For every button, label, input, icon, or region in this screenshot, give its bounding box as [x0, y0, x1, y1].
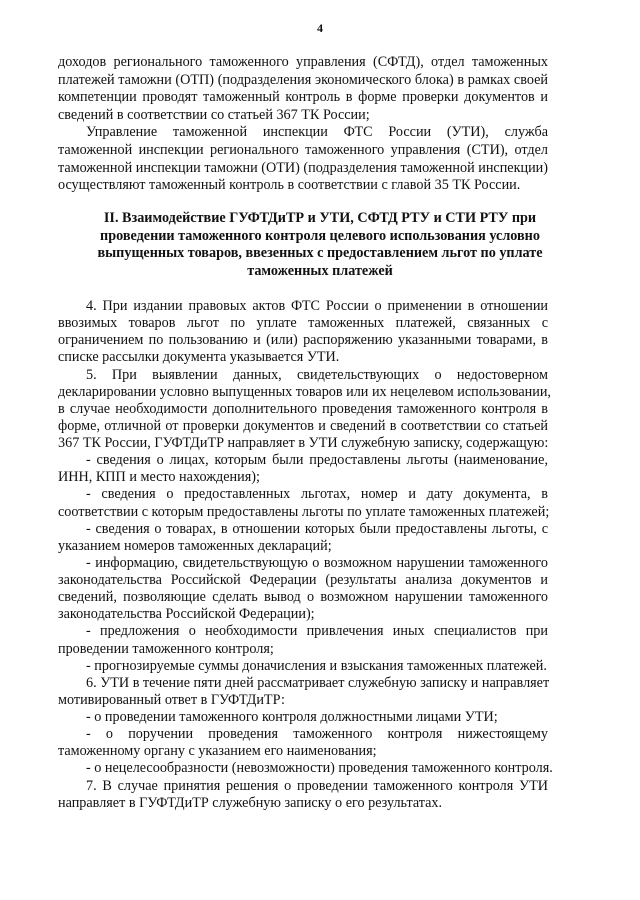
intro-paragraphs — [58, 54, 548, 195]
text-line: сведений, позволяющие сделать вывод о возможном нарушении таможенного — [58, 589, 548, 606]
text-line: проведении таможенного контроля; — [58, 640, 274, 657]
text-line: ИНН, КПП и место нахождения); — [58, 469, 260, 486]
section-body — [58, 298, 553, 812]
text-line: осуществляют таможенный контроль в соответствии с главой 35 ТК России. — [58, 177, 521, 194]
text-line: сведений в соответствии со статьей 367 ТК России; — [58, 106, 370, 123]
text-line: форме, отличной от проверки документов и сведений в соответствии со статьей — [58, 417, 548, 434]
paragraph — [58, 623, 548, 657]
text-line: соответствии с которым предоставлены льготы по уплате таможенных платежей; — [58, 503, 550, 520]
heading-text — [90, 210, 550, 280]
text-line: ограничением по пользованию и (или) распоряжению указанными товарами, в — [58, 332, 548, 349]
text-line: декларировании условно выпущенных товаров или их нецелевом использовании, — [58, 383, 551, 400]
paragraph — [58, 452, 548, 486]
paragraph — [58, 658, 548, 675]
text-line: таможенной инспекции регионального таможенного управления (СТИ), отдел — [58, 141, 548, 158]
paragraph — [58, 366, 551, 453]
text-line: 6. УТИ в течение пяти дней рассматривает служебную записку и направляет — [86, 674, 550, 691]
text-line: списке рассылки документа указывается УТИ. — [58, 349, 340, 366]
text-line: - прогнозируемые суммы доначисления и взыскания таможенных платежей. — [86, 657, 547, 674]
text-line: указанием номеров таможенных деклараций; — [58, 537, 332, 554]
text-line: компетенции проводят таможенный контроль в форме проверки документов и — [58, 89, 548, 106]
paragraph — [58, 709, 548, 726]
paragraph — [58, 124, 548, 194]
paragraph — [58, 298, 548, 367]
text-line: - сведения о предоставленных льготах, номер и дату документа, в — [86, 486, 548, 503]
paragraph — [58, 54, 548, 124]
text-line: - о проведении таможенного контроля должностными лицами УТИ; — [86, 709, 498, 725]
text-line: Управление таможенной инспекции ФТС России (УТИ), служба — [86, 124, 548, 141]
paragraph — [58, 521, 548, 555]
text-line: таможенных платежей — [247, 262, 393, 279]
paragraph — [58, 760, 553, 777]
paragraph — [58, 778, 548, 812]
text-line: законодательства Российской Федерации); — [58, 606, 315, 623]
text-line: платежей таможни (ОТП) (подразделения экономического блока) в рамках своей — [58, 71, 548, 88]
text-line: - сведения о товарах, в отношении которых были предоставлены льготы, с — [86, 520, 548, 537]
text-line: - информацию, свидетельствующую о возможном нарушении таможенного — [86, 554, 548, 571]
text-line: 7. В случае принятия решения о проведении таможенного контроля УТИ — [86, 777, 548, 794]
paragraph — [58, 555, 548, 624]
text-line: - сведения о лицах, которым были предоставлены льготы (наименование, — [86, 452, 548, 469]
text-line: таможенному органу с указанием его наименования; — [58, 743, 377, 760]
text-line: направляет в ГУФТДиТР служебную записку о его результатах. — [58, 794, 443, 811]
paragraph — [58, 486, 548, 520]
text-line: мотивированный ответ в ГУФТДиТР: — [58, 691, 285, 708]
text-line: - о поручении проведения таможенного контроля нижестоящему — [86, 726, 548, 743]
text-line: 4. При издании правовых актов ФТС России о применении в отношении — [86, 298, 548, 314]
text-line: 367 ТК России, ГУФТДиТР направляет в УТИ служебную записку, содержащую: — [58, 435, 549, 451]
text-line: 5. При выявлении данных, свидетельствующих о недостоверном — [86, 366, 548, 383]
text-line: II. Взаимодействие ГУФТДиТР и УТИ, СФТД РТУ и СТИ РТУ при — [103, 210, 537, 226]
text-line: доходов регионального таможенного управления (СФТД), отдел таможенных — [58, 54, 548, 70]
text-line: выпущенных товаров, ввезенных с предоставлением льгот по уплате — [97, 245, 543, 261]
page-number: 4 — [317, 21, 323, 35]
section-heading — [90, 210, 550, 280]
text-line: в случае необходимости дополнительного проведения таможенного контроля в — [58, 400, 548, 417]
text-line: проведении таможенного контроля целевого использования условно — [100, 227, 540, 244]
text-line: - предложения о необходимости привлечения иных специалистов при — [86, 623, 548, 640]
paragraph — [58, 675, 548, 709]
text-line: - о нецелесообразности (невозможности) проведения таможенного контроля. — [86, 760, 553, 777]
paragraph — [58, 726, 548, 760]
text-line: таможенной инспекции таможни (ОТИ) (подразделения таможенной инспекции) — [58, 159, 548, 176]
text-line: ввозимых товаров льгот по уплате таможенных платежей, связанных с — [58, 315, 548, 332]
text-line: законодательства Российской Федерации (результаты анализа документов и — [58, 572, 548, 588]
